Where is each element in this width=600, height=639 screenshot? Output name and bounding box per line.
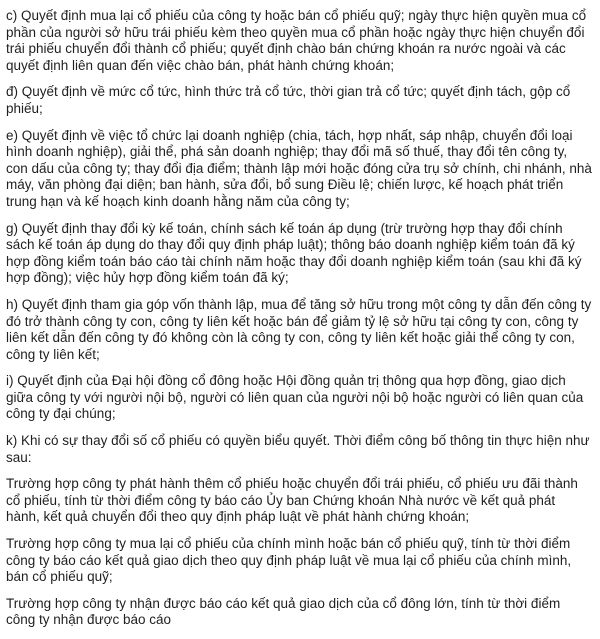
- clause-k-case-major-shareholder: Trường hợp công ty nhận được báo cáo kết quả giao dịch của cổ đông lớn, tính từ thời điểm công ty nhận được báo cáo: [6, 595, 561, 628]
- document-body: [6, 8, 592, 639]
- clause-i: i) Quyết định của Đại hội đồng cổ đông hoặc Hội đồng quản trị thông qua hợp đồng, giao dịch giữa công ty với người nội bộ, người có liên quan của người nội bộ hoặc người có liên quan của công ty đại chúng;: [6, 373, 584, 422]
- clause-dd: đ) Quyết định về mức cổ tức, hình thức trả cổ tức, thời gian trả cổ tức; quyết định tách, gộp cổ phiếu;: [6, 84, 571, 116]
- clause-h: h) Quyết định tham gia góp vốn thành lập, mua để tăng sở hữu trong một công ty dẫn đến công ty đó trở thành công ty con, công ty liên kết hoặc bán để giảm tỷ lệ sở hữu tại công ty con, công ty liên kết dẫn đến công ty đó không còn là công ty con, công ty liên kết hoặc giải thể công ty con, công ty liên kết;: [6, 296, 592, 362]
- clause-c: c) Quyết định mua lại cổ phiếu của công ty hoặc bán cổ phiếu quỹ; ngày thực hiện quyền mua cổ phần của người sở hữu trái phiếu kèm theo quyền mua cổ phần hoặc ngày thực hiện chuyển đổi trái phiếu chuyển đổi thành cổ phiếu; quyết định chào bán chứng khoán ra nước ngoài và các quyết định liên quan đến việc chào bán, phát hành chứng khoán;: [6, 8, 587, 73]
- clause-k-case-issuance: Trường hợp công ty phát hành thêm cổ phiếu hoặc chuyển đổi trái phiếu, cổ phiếu ưu đãi thành cổ phiếu, tính từ thời điểm công ty báo cáo Ủy ban Chứng khoán Nhà nước về kết quả phát hành, kết quả chuyển đổi theo quy định pháp luật về phát hành chứng khoán;: [6, 476, 578, 525]
- clause-g: g) Quyết định thay đổi kỳ kế toán, chính sách kế toán áp dụng (trừ trường hợp thay đổi chính sách kế toán áp dụng do thay đổi quy định pháp luật); thông báo doanh nghiệp kiểm toán đã ký hợp đồng kiểm toán báo cáo tài chính năm hoặc thay đổi doanh nghiệp kiểm toán (sau khi đã ký hợp đồng); việc hủy hợp đồng kiểm toán đã ký;: [6, 220, 582, 286]
- clause-k-case-buyback: Trường hợp công ty mua lại cổ phiếu của chính mình hoặc bán cổ phiếu quỹ, tính từ thời điểm công ty báo cáo kết quả giao dịch theo quy định pháp luật về mua lại cổ phiếu của chính mình, bán cổ phiếu quỹ;: [6, 536, 572, 585]
- clause-e: e) Quyết định về việc tổ chức lại doanh nghiệp (chia, tách, hợp nhất, sáp nhập, chuyển đổi loại hình doanh nghiệp), giải thể, phá sản doanh nghiệp; thay đổi mã số thuế, thay đổi tên công ty, con dấu của công ty; thay đổi địa điểm; thành lập mới hoặc đóng cửa trụ sở chính, chi nhánh, nhà máy, văn phòng đại diện; ban hành, sửa đổi, bổ sung Điều lệ; chiến lược, kế hoạch phát triển trung hạn và kế hoạch kinh doanh hằng năm của công ty;: [6, 127, 592, 209]
- clause-k: k) Khi có sự thay đổi số cổ phiếu có quyền biểu quyết. Thời điểm công bố thông tin thực hiện như sau:: [6, 433, 590, 465]
